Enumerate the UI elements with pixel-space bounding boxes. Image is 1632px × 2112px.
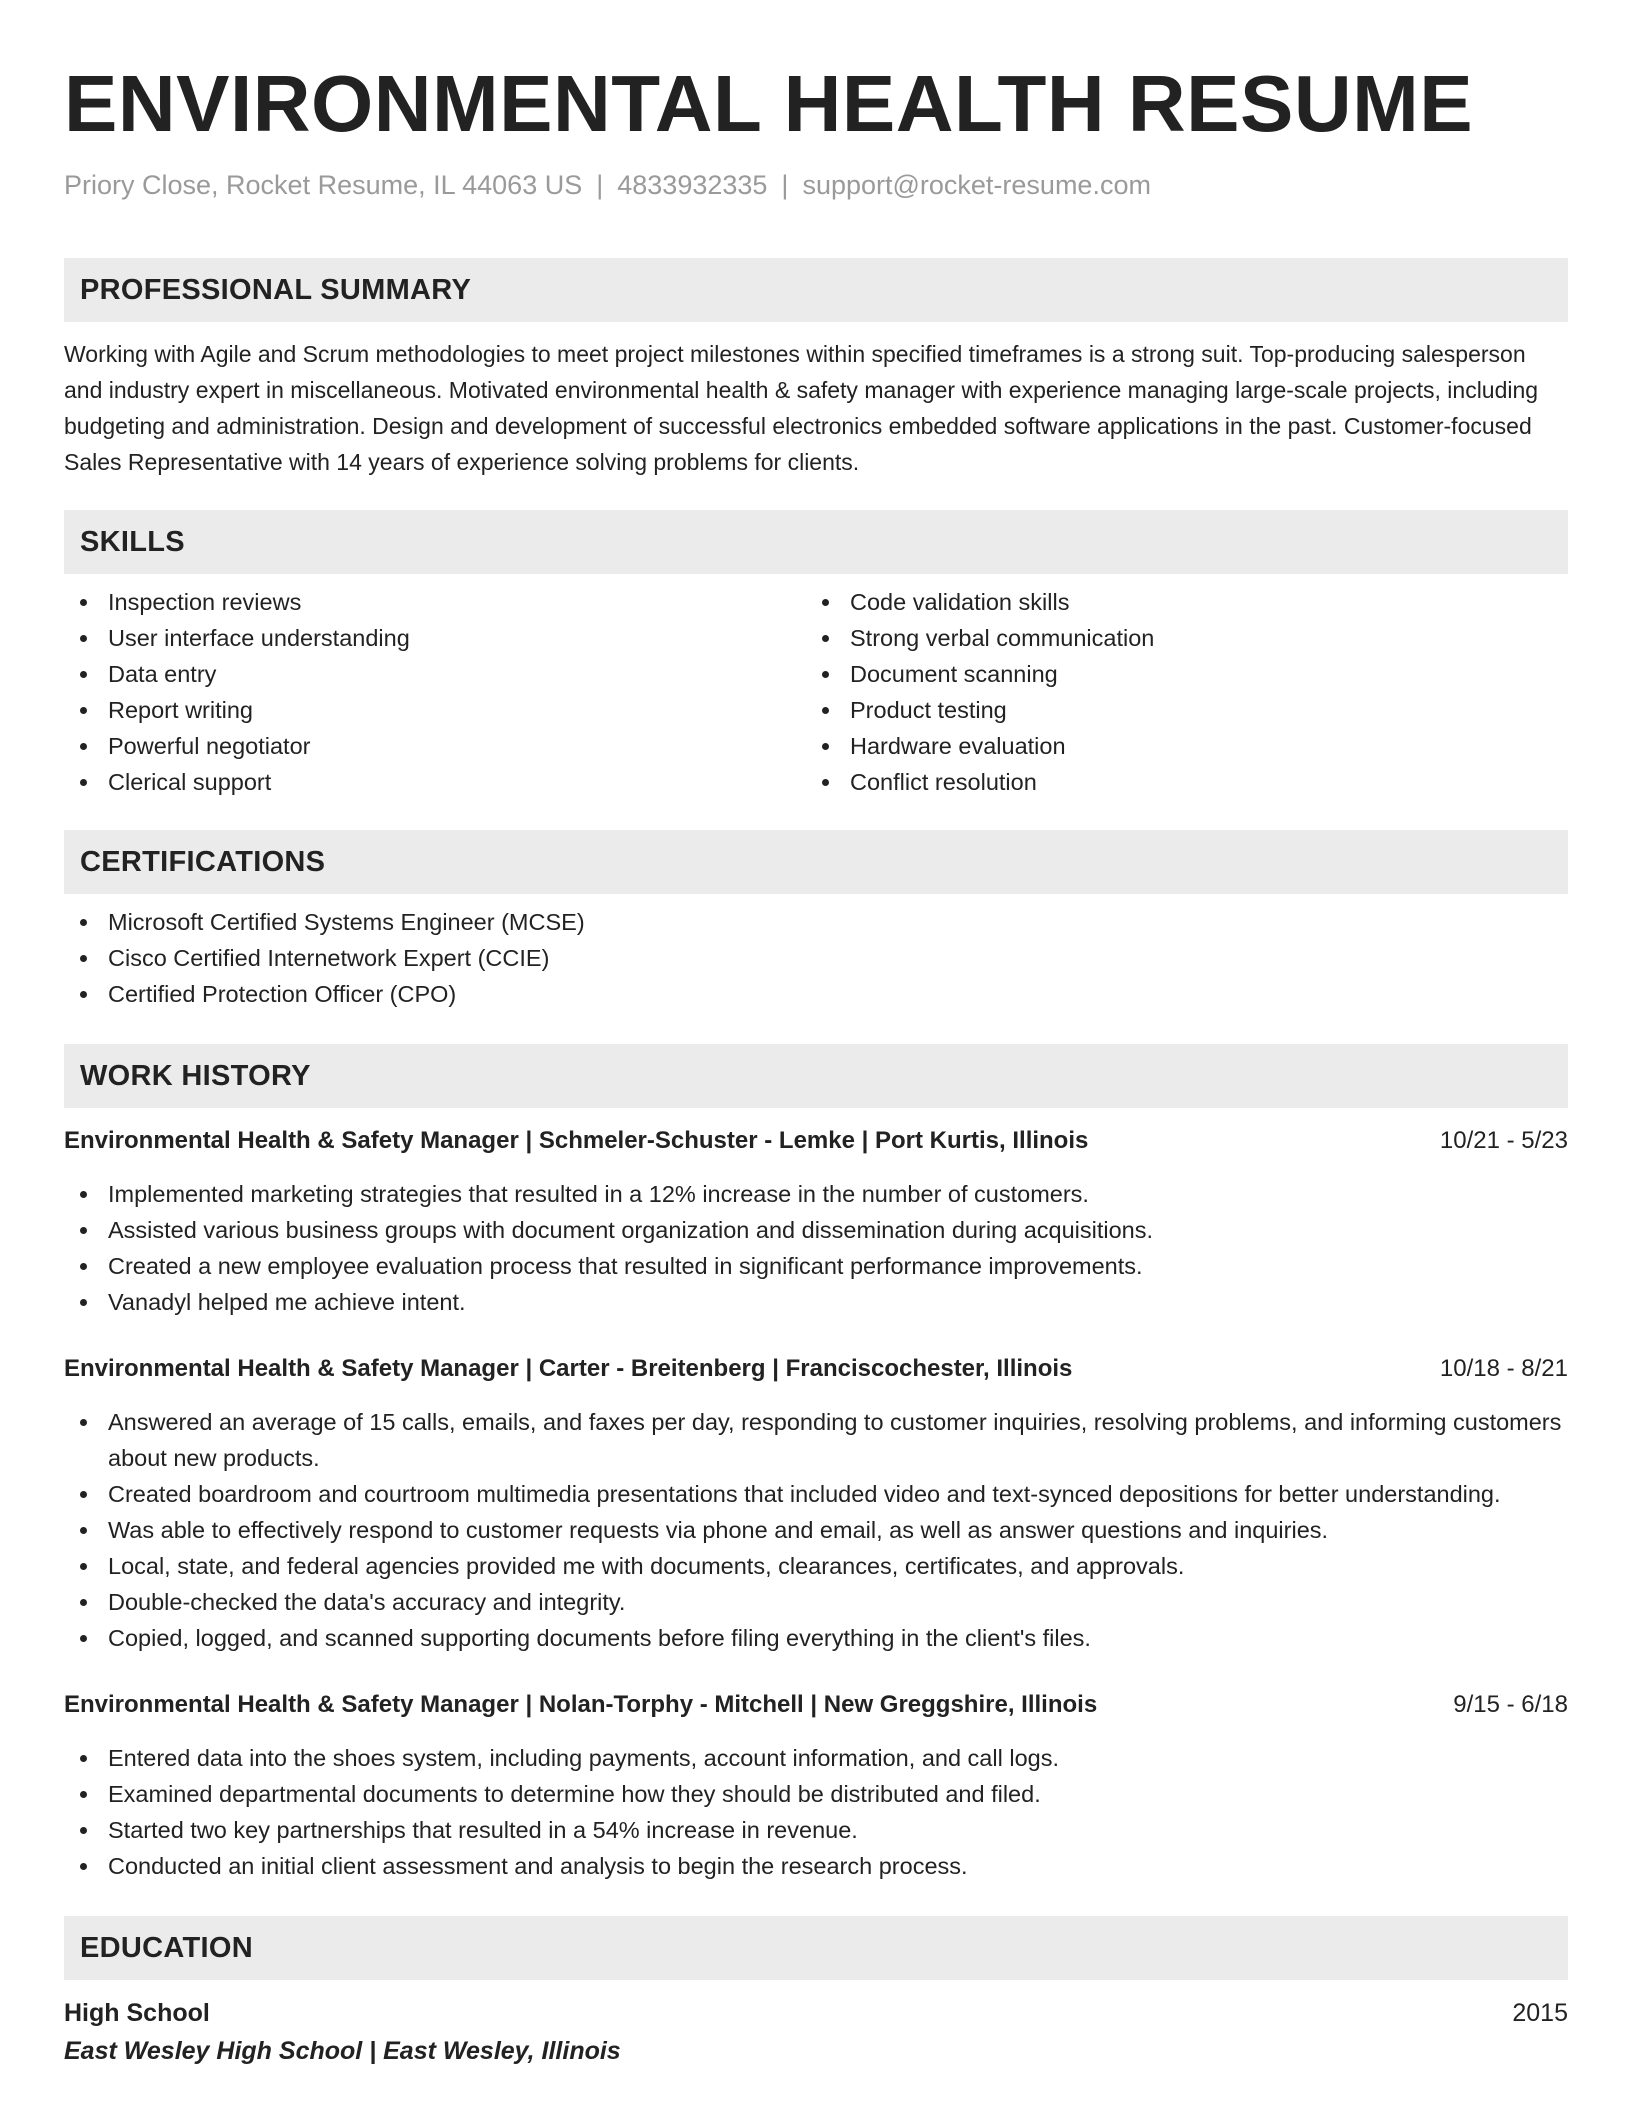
job-dates: 9/15 - 6/18 bbox=[1453, 1691, 1568, 1718]
education-school: East Wesley High School | East Wesley, Illinois bbox=[64, 2037, 621, 2065]
skill-item: Conflict resolution bbox=[806, 764, 1548, 800]
job-bullets bbox=[64, 1404, 1568, 1656]
job-bullet: Created boardroom and courtroom multimedia presentations that included video and text-synced depositions for better understanding. bbox=[64, 1476, 1568, 1512]
summary-section-title: PROFESSIONAL SUMMARY bbox=[80, 273, 472, 306]
job-bullet: Implemented marketing strategies that resulted in a 12% increase in the number of customers. bbox=[64, 1176, 1568, 1212]
skill-item: Powerful negotiator bbox=[64, 728, 806, 764]
skill-item: Inspection reviews bbox=[64, 584, 806, 620]
job-bullet: Examined departmental documents to determine how they should be distributed and filed. bbox=[64, 1776, 1568, 1812]
skills-grid bbox=[64, 584, 1568, 800]
education-section-header bbox=[64, 1916, 1568, 1980]
job-header bbox=[64, 1352, 1568, 1386]
job-bullet: Entered data into the shoes system, including payments, account information, and call logs. bbox=[64, 1740, 1568, 1776]
contact-phone: 4833932335 bbox=[617, 170, 768, 200]
education-header bbox=[64, 1996, 1568, 2030]
job-header bbox=[64, 1688, 1568, 1722]
job-bullet: Created a new employee evaluation process that resulted in significant performance improvements. bbox=[64, 1248, 1568, 1284]
job-bullet: Was able to effectively respond to customer requests via phone and email, as well as answer questions and inquiries. bbox=[64, 1512, 1568, 1548]
job-bullet: Assisted various business groups with document organization and dissemination during acquisitions. bbox=[64, 1212, 1568, 1248]
job-heading: Environmental Health & Safety Manager | Nolan-Torphy - Mitchell | New Greggshire, Illinois bbox=[64, 1691, 1098, 1718]
job-bullet: Double-checked the data's accuracy and integrity. bbox=[64, 1584, 1568, 1620]
job-bullet: Local, state, and federal agencies provided me with documents, clearances, certificates, and approvals. bbox=[64, 1548, 1568, 1584]
skills-right-column bbox=[806, 584, 1548, 800]
job-entry bbox=[64, 1352, 1568, 1656]
skill-item: Report writing bbox=[64, 692, 806, 728]
resume-content bbox=[64, 0, 1568, 2068]
education-degree: High School bbox=[64, 1999, 210, 2027]
certification-item: Microsoft Certified Systems Engineer (MCSE) bbox=[64, 904, 1568, 940]
skills-left-column bbox=[64, 584, 806, 800]
job-bullets bbox=[64, 1176, 1568, 1320]
summary-section-header bbox=[64, 258, 1568, 322]
contact-address: Priory Close, Rocket Resume, IL 44063 US bbox=[64, 170, 583, 200]
contact-separator: | bbox=[596, 170, 604, 200]
certification-item: Cisco Certified Internetwork Expert (CCIE) bbox=[64, 940, 1568, 976]
certifications-section-header bbox=[64, 830, 1568, 894]
job-bullet: Vanadyl helped me achieve intent. bbox=[64, 1284, 1568, 1320]
job-heading: Environmental Health & Safety Manager | Schmeler-Schuster - Lemke | Port Kurtis, Illinois bbox=[64, 1127, 1089, 1154]
skill-item: Code validation skills bbox=[806, 584, 1548, 620]
job-bullet: Copied, logged, and scanned supporting documents before filing everything in the client's files. bbox=[64, 1620, 1568, 1656]
resume-name: ENVIRONMENTAL HEALTH RESUME bbox=[64, 59, 1474, 148]
skill-item: Data entry bbox=[64, 656, 806, 692]
education-section-title: EDUCATION bbox=[80, 1931, 253, 1964]
job-header bbox=[64, 1124, 1568, 1158]
skills-section-title: SKILLS bbox=[80, 525, 185, 558]
job-entry bbox=[64, 1124, 1568, 1320]
certification-item: Certified Protection Officer (CPO) bbox=[64, 976, 1568, 1012]
certifications-list bbox=[64, 904, 1568, 1012]
skill-item: User interface understanding bbox=[64, 620, 806, 656]
contact-email: support@rocket-resume.com bbox=[802, 170, 1151, 200]
job-bullets bbox=[64, 1740, 1568, 1884]
summary-text: Working with Agile and Scrum methodologies to meet project milestones within specified timeframes is a strong suit. Top-producing salesperson and industry expert in miscellaneous. Motivated environmental health & safety manager with experience managing large-scale projects, including budgeting and administration. Design and development of successful electronics embedded software applications in the past. Customer-focused Sales Representative with 14 years of experience solving problems for clients. bbox=[64, 341, 1539, 475]
job-bullet: Conducted an initial client assessment and analysis to begin the research process. bbox=[64, 1848, 1568, 1884]
skill-item: Clerical support bbox=[64, 764, 806, 800]
work-section-title: WORK HISTORY bbox=[80, 1059, 311, 1092]
education-year: 2015 bbox=[1512, 1999, 1568, 2027]
work-section-header bbox=[64, 1044, 1568, 1108]
job-dates: 10/21 - 5/23 bbox=[1439, 1127, 1568, 1154]
education-entry bbox=[64, 1996, 1568, 2068]
skill-item: Hardware evaluation bbox=[806, 728, 1548, 764]
job-entry bbox=[64, 1688, 1568, 1884]
job-bullet: Answered an average of 15 calls, emails, and faxes per day, responding to customer inquiries, resolving problems, and informing customers about new products. bbox=[64, 1404, 1568, 1476]
job-bullet: Started two key partnerships that resulted in a 54% increase in revenue. bbox=[64, 1812, 1568, 1848]
contact-line bbox=[64, 168, 1568, 202]
skill-item: Strong verbal communication bbox=[806, 620, 1548, 656]
skills-section-header bbox=[64, 510, 1568, 574]
contact-separator: | bbox=[781, 170, 789, 200]
certifications-section-title: CERTIFICATIONS bbox=[80, 845, 326, 878]
skill-item: Document scanning bbox=[806, 656, 1548, 692]
job-heading: Environmental Health & Safety Manager | Carter - Breitenberg | Franciscochester, Illinois bbox=[64, 1355, 1073, 1382]
job-dates: 10/18 - 8/21 bbox=[1439, 1355, 1568, 1382]
skill-item: Product testing bbox=[806, 692, 1548, 728]
